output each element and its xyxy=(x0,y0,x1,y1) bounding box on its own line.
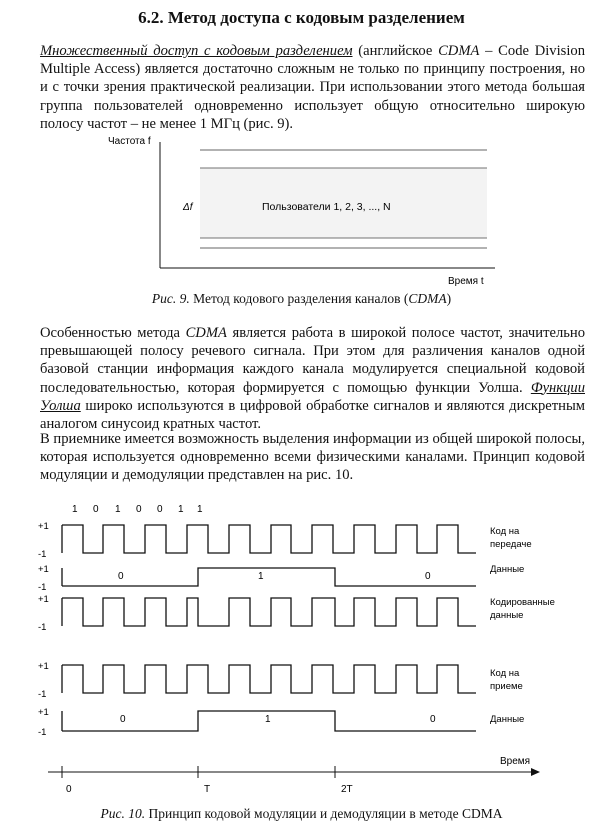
tx-data-value-0: 0 xyxy=(118,571,124,582)
row-label-2-line1: Кодированные xyxy=(490,597,555,608)
level-low-row-3: -1 xyxy=(38,689,47,700)
time-tick-label-2: 2T xyxy=(341,784,353,795)
level-high-row-1: +1 xyxy=(38,564,49,575)
level-high-row-4: +1 xyxy=(38,707,49,718)
code-bit-6: 1 xyxy=(197,504,203,515)
code-bits xyxy=(72,504,203,515)
code-bit-0: 1 xyxy=(72,504,78,515)
row-labels xyxy=(490,526,555,725)
fig9-band-label: Δf xyxy=(183,202,193,213)
time-axis xyxy=(48,756,540,795)
row-label-4-line1: Данные xyxy=(490,714,525,725)
rx-data-value-2: 0 xyxy=(430,714,436,725)
row-label-3-line2: приеме xyxy=(490,681,523,692)
para2-text-a: Особенностью метода xyxy=(40,325,186,341)
waveform-tx-code xyxy=(62,525,476,553)
figure-9-caption xyxy=(0,291,603,307)
level-low-row-4: -1 xyxy=(38,727,47,738)
fig9-caption-text: Метод кодового разделения каналов ( xyxy=(189,291,409,306)
paragraph-2 xyxy=(40,324,585,433)
paragraph-3 xyxy=(40,430,585,485)
row-label-3-line1: Код на xyxy=(490,668,520,679)
walsh-term: Функции Уолша xyxy=(40,379,585,414)
paragraph-1 xyxy=(40,42,585,133)
level-labels xyxy=(38,521,49,738)
rx-data-value-0: 0 xyxy=(120,714,126,725)
section-title: Метод доступа с кодовым разделением xyxy=(167,8,465,27)
fig9-x-axis-label: Время t xyxy=(448,276,484,287)
fig10-caption-text: Принцип кодовой модуляции и демодуляции в методе CDMA xyxy=(145,806,503,821)
section-heading xyxy=(0,8,603,28)
rx-data-value-1: 1 xyxy=(265,714,271,725)
para1-text-b: – Code Division Multiple Access) является достаточно сложным не только по принципу построения, но и с точки зрения практической реализации. При использовании этого метода большая группа пользователей одновременно использует общую относительно широкую полосу частот – не менее 1 МГц (рис. 9). xyxy=(40,43,585,132)
row-label-0-line2: передаче xyxy=(490,539,532,550)
figure-10-caption xyxy=(0,806,603,822)
fig9-caption-abbr: CDMA xyxy=(408,291,447,306)
fig9-users-label: Пользователи 1, 2, 3, ..., N xyxy=(262,201,391,213)
time-axis-arrow xyxy=(531,768,540,776)
para1-text-a: (английское xyxy=(352,43,439,59)
code-bit-3: 0 xyxy=(136,504,142,515)
code-bit-2: 1 xyxy=(115,504,121,515)
waveform-rx-code xyxy=(62,665,476,693)
waveform-tx-data xyxy=(62,568,476,586)
time-tick-label-1: T xyxy=(204,784,211,795)
tx-data-value-2: 0 xyxy=(425,571,431,582)
level-high-row-2: +1 xyxy=(38,594,49,605)
para3-text: В приемнике имеется возможность выделения информации из общей широкой полосы, которая используется одновременно всеми физическими каналами. Принцип кодовой модуляции и демодуляции представлен на рис. 10. xyxy=(40,431,585,484)
section-number: 6.2. xyxy=(138,8,164,27)
fig9-y-axis-label: Частота f xyxy=(108,136,151,147)
para2-text-b: является работа в широкой полосе частот, значительно превышающей полосу речевого сигнала. При этом для различения каналов одной базовой станции информация каждого канала модулируется специальной кодовой последовательностью, которая формируется с помощью функции Уолша. xyxy=(40,325,585,396)
code-bit-1: 0 xyxy=(93,504,99,515)
row-label-1-line1: Данные xyxy=(490,564,525,575)
level-high-row-3: +1 xyxy=(38,661,49,672)
fig10-caption-prefix: Рис. 10. xyxy=(100,806,146,821)
para2-text-c: широко используются в цифровой обработке сигналов и являются дискретным аналогом синусоид кратных частот. xyxy=(40,397,585,433)
fig9-caption-end: ) xyxy=(446,291,452,306)
para2-abbr: CDMA xyxy=(185,325,227,341)
para1-abbr: CDMA xyxy=(438,43,480,59)
tx-data-value-1: 1 xyxy=(258,571,264,582)
waveform-encoded-data xyxy=(62,598,476,626)
fig9-caption-prefix: Рис. 9. xyxy=(151,291,190,306)
row-label-0-line1: Код на xyxy=(490,526,520,537)
figure-9-diagram xyxy=(0,130,603,295)
code-bit-4: 0 xyxy=(157,504,163,515)
cdma-term: Множественный доступ с кодовым разделением xyxy=(40,43,353,59)
time-axis-label: Время xyxy=(500,756,531,767)
waveforms xyxy=(62,525,476,731)
row-label-2-line2: данные xyxy=(490,610,524,621)
level-low-row-1: -1 xyxy=(38,582,47,593)
data-values xyxy=(118,571,436,725)
level-low-row-2: -1 xyxy=(38,622,47,633)
level-high-row-0: +1 xyxy=(38,521,49,532)
time-tick-label-0: 0 xyxy=(66,784,72,795)
figure-10-diagram xyxy=(0,495,603,805)
level-low-row-0: -1 xyxy=(38,549,47,560)
code-bit-5: 1 xyxy=(178,504,184,515)
